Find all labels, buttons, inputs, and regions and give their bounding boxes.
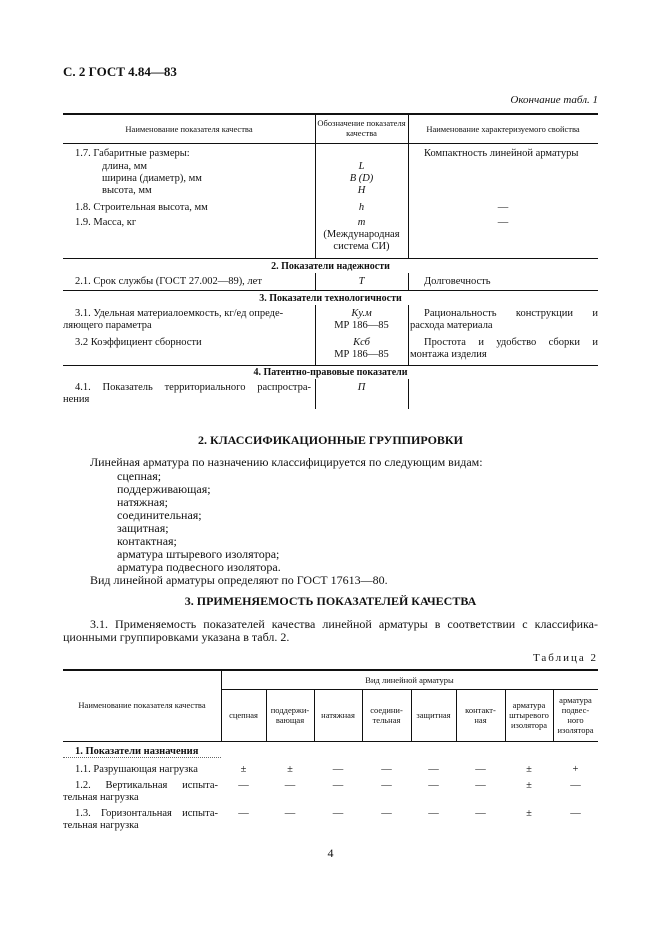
- t1-sym-m-note-2: система СИ): [333, 241, 390, 252]
- t2-cell: —: [284, 808, 296, 819]
- t2-col-header-line: изолятора: [557, 725, 594, 735]
- class-item-1: сцепная;: [117, 469, 162, 483]
- t1-row-3-2-prop-cont: монтажа изделия: [410, 349, 487, 360]
- t2-cell: ±: [526, 808, 532, 819]
- t1-row-1-8-prop: —: [497, 202, 509, 213]
- t1-row-1-7-height: высота, мм: [102, 185, 152, 196]
- t2-col-header-line: поддержи-: [270, 705, 310, 715]
- t1-col-property-header: Наименование характеризуемого свойства: [426, 124, 580, 134]
- t2-col-header-line: подвес-: [561, 705, 590, 715]
- t2-cell: ±: [287, 764, 293, 775]
- t2-row-word: 1.2.: [75, 780, 91, 791]
- t1-sym-H: H: [357, 185, 366, 196]
- section-3-para-line-2: ционными группировками указана в табл. 2.: [63, 630, 290, 644]
- t2-cell: —: [570, 780, 581, 791]
- t2-row-2-name-cont: тельная нагрузка: [63, 792, 139, 803]
- t1-sym-Ksb: Kсб: [353, 337, 370, 348]
- t2-cell: ±: [240, 764, 247, 775]
- t1-section-4: 4. Патентно-правовые показатели: [253, 367, 408, 378]
- t1-sym-T: T: [358, 276, 365, 287]
- t1-col-symbol-header: Обозначение показателя качества: [317, 118, 406, 138]
- t1-sym-m: m: [357, 217, 366, 228]
- t2-cell: —: [238, 780, 249, 791]
- t2-row-word: испыта-: [182, 808, 218, 819]
- t2-col-header-line: штыревого: [509, 710, 549, 720]
- t2-col-header-line: ного: [567, 715, 584, 725]
- t2-row-2-name: [75, 780, 218, 792]
- t2-col-header-8: [553, 695, 598, 735]
- t2-col-name-header: Наименование показателя качества: [78, 700, 206, 710]
- t2-cell: —: [284, 780, 296, 791]
- t2-col-header-line: защитная: [416, 710, 451, 720]
- t2-col-header-line: ная: [474, 715, 487, 725]
- t1-sym-Ksb-ref: МР 186—85: [334, 349, 389, 360]
- t2-cell: —: [570, 808, 581, 819]
- t1-row-3-1-name-text: 3.1. Удельная материалоемкость, кг/ед опреде-: [75, 308, 284, 319]
- t1-col-name-header: Наименование показателя качества: [125, 124, 253, 134]
- t1-row-3-1-prop: Рациональность конструкции и: [424, 308, 598, 319]
- class-item-2: поддерживающая;: [117, 482, 211, 496]
- t2-cell: —: [475, 780, 486, 791]
- t1-row-1-9-prop: —: [497, 217, 509, 228]
- t2-col-header-line: сцепная: [229, 710, 258, 720]
- t2-cell: ±: [526, 780, 532, 791]
- page-header: С. 2 ГОСТ 4.84—83: [63, 64, 177, 79]
- t1-row-1-7-width: ширина (диаметр), мм: [102, 173, 202, 184]
- t1-row-3-2-name: 3.2 Коэффициент сборности: [75, 337, 202, 348]
- t2-col-header-line: арматура: [559, 695, 592, 705]
- t1-row-1-8-name: 1.8. Строительная высота, мм: [75, 202, 208, 213]
- t2-cell: —: [475, 764, 486, 775]
- t2-cell: —: [332, 780, 344, 791]
- t2-col-header-2: [266, 705, 314, 725]
- t1-row-2-1-prop: Долговечность: [424, 276, 491, 287]
- t2-cell: —: [428, 808, 439, 819]
- t2-col-header-6: [456, 705, 505, 725]
- t2-row-word: Вертикальная: [105, 780, 168, 791]
- t1-sym-L: L: [358, 161, 365, 172]
- class-item-3: натяжная;: [117, 495, 168, 509]
- t2-section-1: 1. Показатели назначения: [75, 746, 199, 757]
- t1-row-4-1-name: 4.1. Показатель территориального распростра-: [75, 382, 311, 393]
- section-2-outro: Вид линейной арматуры определяют по ГОСТ 17613—80.: [90, 573, 388, 587]
- t1-row-1-7-length: длина, мм: [102, 161, 148, 172]
- t2-col-header-line: контакт-: [465, 705, 496, 715]
- class-item-8: арматура подвесного изолятора.: [117, 560, 281, 574]
- t1-sym-Kum: Kу.м: [351, 308, 372, 319]
- t2-col-header-line: изолятора: [510, 720, 548, 730]
- t1-row-3-2-prop: Простота и удобство сборки и: [424, 337, 598, 348]
- t1-row-1-7-name: 1.7. Габаритные размеры:: [75, 148, 190, 159]
- t2-cell: —: [475, 808, 486, 819]
- class-item-4: соединительная;: [117, 508, 202, 522]
- t2-col-header-7: [505, 700, 553, 730]
- t2-col-header-5: [411, 710, 456, 720]
- t1-sym-B: B (D): [349, 173, 374, 184]
- t1-row-2-1-name: 2.1. Срок службы (ГОСТ 27.002—89), лет: [75, 276, 262, 287]
- t2-col-header-line: натяжная: [321, 710, 355, 720]
- t1-sym-h: h: [358, 202, 365, 213]
- t2-row-3-name-cont: тельная нагрузка: [63, 820, 139, 831]
- t2-col-header-line: тельная: [372, 715, 401, 725]
- t1-sym-Kum-ref: МР 186—85: [334, 320, 389, 331]
- t2-row-1-name: 1.1. Разрушающая нагрузка: [75, 764, 198, 775]
- t2-row-word: испыта-: [182, 780, 218, 791]
- section-2-intro: Линейная арматура по назначению классифицируется по следующим видам:: [90, 455, 483, 469]
- t2-cell: —: [428, 764, 439, 775]
- t1-row-3-1-name-cont: ляющего параметра: [63, 320, 152, 331]
- t1-section-2: 2. Показатели надежности: [271, 261, 390, 272]
- t2-row-word: 1.3.: [75, 808, 91, 819]
- t2-col-header-line: арматура: [512, 700, 546, 710]
- t1-sym-P: П: [357, 382, 366, 393]
- t2-cell: —: [332, 808, 344, 819]
- t2-cell: —: [381, 780, 392, 791]
- t2-group-header: Вид линейной арматуры: [365, 675, 454, 685]
- t1-sym-m-note-1: (Международная: [323, 229, 400, 240]
- t2-row-3-name: [75, 808, 218, 820]
- section-3-title: 3. ПРИМЕНЯЕМОСТЬ ПОКАЗАТЕЛЕЙ КАЧЕСТВА: [184, 594, 477, 608]
- t1-section-3: 3. Показатели технологичности: [259, 293, 402, 304]
- t2-col-header-4: [362, 705, 411, 725]
- t1-row-1-7-prop: Компактность линейной арматуры: [424, 148, 579, 159]
- t2-col-header-1: [221, 710, 266, 720]
- class-item-7: арматура штыревого изолятора;: [117, 547, 280, 561]
- section-2-title: 2. КЛАССИФИКАЦИОННЫЕ ГРУППИРОВКИ: [198, 433, 463, 447]
- t2-cell: —: [381, 764, 392, 775]
- t2-cell: —: [238, 808, 249, 819]
- class-item-6: контактная;: [117, 534, 177, 548]
- t2-cell: —: [381, 808, 392, 819]
- t1-row-3-1-prop-cont: расхода материала: [410, 320, 493, 331]
- t2-cell: —: [332, 764, 344, 775]
- class-item-5: защитная;: [117, 521, 169, 535]
- t2-cell: —: [428, 780, 439, 791]
- page-number: 4: [327, 846, 334, 860]
- t2-cell: +: [572, 764, 579, 775]
- section-3-para-line-1: 3.1. Применяемость показателей качества линейной арматуры в соответствии с классифика-: [90, 617, 598, 631]
- t1-row-3-1-name: [75, 308, 311, 320]
- t1-row-4-1-name-cont: нения: [63, 394, 90, 405]
- t2-cell: ±: [526, 764, 532, 775]
- t2-col-header-line: соедини-: [370, 705, 403, 715]
- t1-row-1-9-name: 1.9. Масса, кг: [75, 217, 137, 228]
- t2-col-header-3: [314, 710, 362, 720]
- table-continuation-label: Окончание табл. 1: [510, 94, 598, 106]
- t2-row-word: Горизонтальная: [101, 808, 172, 819]
- t2-col-header-line: вающая: [275, 715, 305, 725]
- table-2-label: Таблица 2: [532, 652, 598, 664]
